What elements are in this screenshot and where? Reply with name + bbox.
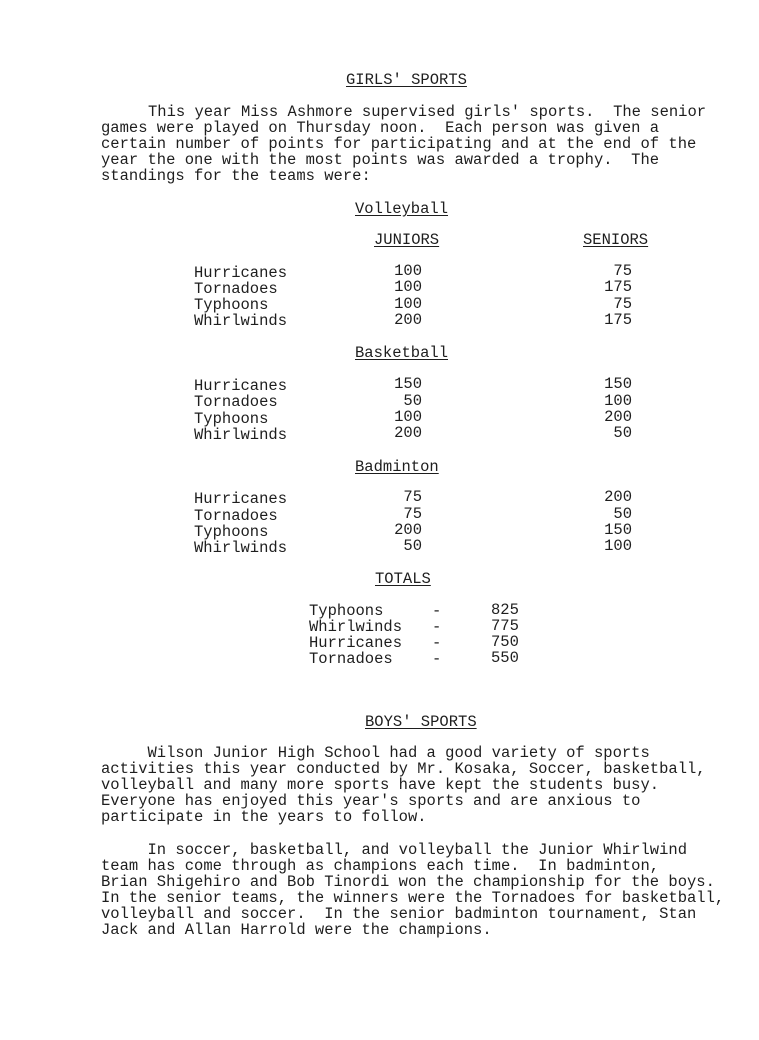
dash: - bbox=[432, 618, 442, 636]
team-name: Typhoons bbox=[309, 602, 384, 620]
team-name: Typhoons bbox=[194, 523, 269, 541]
seniors-points: 100 bbox=[604, 537, 632, 555]
team-name: Whirlwinds bbox=[309, 618, 403, 636]
seniors-points: 75 bbox=[613, 295, 632, 313]
team-name: Hurricanes bbox=[309, 634, 403, 652]
total-points: 750 bbox=[491, 633, 519, 651]
juniors-points: 100 bbox=[394, 408, 422, 426]
seniors-points: 175 bbox=[604, 278, 632, 296]
team-name: Whirlwinds bbox=[194, 426, 288, 444]
seniors-points: 50 bbox=[613, 424, 632, 442]
dash: - bbox=[432, 602, 442, 620]
boys-para1-line: Wilson Junior High School had a good variety of sports bbox=[101, 744, 650, 762]
seniors-points: 150 bbox=[604, 521, 632, 539]
dash: - bbox=[432, 650, 442, 668]
boys-paragraph-1 bbox=[101, 745, 741, 825]
team-name: Hurricanes bbox=[194, 377, 288, 395]
boys-sports-heading: BOYS' SPORTS bbox=[365, 713, 477, 731]
team-name: Whirlwinds bbox=[194, 539, 288, 557]
boys-para1-line: participate in the years to follow. bbox=[101, 808, 427, 826]
column-header-juniors: JUNIORS bbox=[374, 231, 440, 249]
juniors-points: 200 bbox=[394, 424, 422, 442]
girls-intro-line: standings for the teams were: bbox=[101, 167, 371, 185]
dash: - bbox=[432, 634, 442, 652]
section-title-badminton: Badminton bbox=[355, 458, 439, 476]
girls-intro-line: year the one with the most points was awarded a trophy. The bbox=[101, 151, 660, 169]
team-name: Tornadoes bbox=[194, 393, 278, 411]
juniors-points: 50 bbox=[403, 537, 422, 555]
juniors-points: 75 bbox=[403, 505, 422, 523]
team-name: Hurricanes bbox=[194, 490, 288, 508]
seniors-points: 200 bbox=[604, 408, 632, 426]
boys-para2-line: In the senior teams, the winners were the Tornadoes for basketball, bbox=[101, 889, 725, 907]
team-name: Typhoons bbox=[194, 410, 269, 428]
juniors-points: 100 bbox=[394, 278, 422, 296]
seniors-points: 175 bbox=[604, 311, 632, 329]
section-title-volleyball: Volleyball bbox=[355, 200, 449, 218]
boys-para1-line: volleyball and many more sports have kept the students busy. bbox=[101, 776, 660, 794]
girls-sports-heading: GIRLS' SPORTS bbox=[346, 71, 467, 89]
team-name: Whirlwinds bbox=[194, 312, 288, 330]
team-name: Hurricanes bbox=[194, 264, 288, 282]
boys-paragraph-2 bbox=[101, 842, 741, 938]
boys-para2-line: Jack and Allan Harrold were the champions. bbox=[101, 921, 492, 939]
team-name: Tornadoes bbox=[194, 507, 278, 525]
boys-para2-line: team has come through as champions each time. In badminton, bbox=[101, 857, 660, 875]
girls-intro-line: games were played on Thursday noon. Each person was given a bbox=[101, 119, 660, 137]
boys-para2-line: In soccer, basketball, and volleyball the Junior Whirlwind bbox=[101, 841, 687, 859]
seniors-points: 100 bbox=[604, 392, 632, 410]
seniors-points: 75 bbox=[613, 262, 632, 280]
boys-para2-line: Brian Shigehiro and Bob Tinordi won the championship for the boys. bbox=[101, 873, 715, 891]
team-name: Typhoons bbox=[194, 296, 269, 314]
juniors-points: 100 bbox=[394, 262, 422, 280]
total-points: 775 bbox=[491, 617, 519, 635]
seniors-points: 50 bbox=[613, 505, 632, 523]
total-points: 825 bbox=[491, 601, 519, 619]
boys-para1-line: Everyone has enjoyed this year's sports and are anxious to bbox=[101, 792, 641, 810]
juniors-points: 75 bbox=[403, 488, 422, 506]
seniors-points: 200 bbox=[604, 488, 632, 506]
juniors-points: 200 bbox=[394, 311, 422, 329]
girls-intro-line: certain number of points for participating and at the end of the bbox=[101, 135, 697, 153]
girls-intro-paragraph bbox=[101, 104, 741, 184]
section-title-basketball: Basketball bbox=[355, 344, 449, 362]
juniors-points: 100 bbox=[394, 295, 422, 313]
team-name: Tornadoes bbox=[309, 650, 393, 668]
team-name: Tornadoes bbox=[194, 280, 278, 298]
boys-para1-line: activities this year conducted by Mr. Kosaka, Soccer, basketball, bbox=[101, 760, 706, 778]
juniors-points: 50 bbox=[403, 392, 422, 410]
total-points: 550 bbox=[491, 649, 519, 667]
boys-para2-line: volleyball and soccer. In the senior badminton tournament, Stan bbox=[101, 905, 697, 923]
girls-intro-line: This year Miss Ashmore supervised girls' sports. The senior bbox=[148, 103, 707, 121]
juniors-points: 150 bbox=[394, 375, 422, 393]
seniors-points: 150 bbox=[604, 375, 632, 393]
column-header-seniors: SENIORS bbox=[583, 231, 649, 249]
juniors-points: 200 bbox=[394, 521, 422, 539]
totals-title: TOTALS bbox=[375, 570, 431, 588]
